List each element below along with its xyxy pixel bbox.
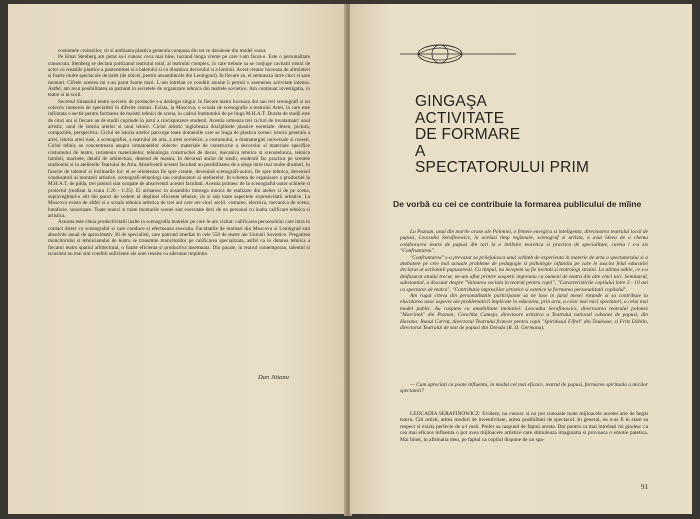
left-paragraph: Aceasta este cheia productivitatii inalte in scenografia teatrelor pe care le-am vizitat: calificarea personalului care intra in contact direct cu scenograful si care conduce si efectueaza executia. Facultatile de montari din Moscova si Leningrad sint absolvite anual de aproximativ 30 de specialisti, care patrund imediat in cele 550 de teatre ale Uniunii Sovietice. Pregatirea muncitorului si tehnicianului de teatru se transmite muncitorilor pe calificarea specializata, astfel ca in dotarea tehnica a fiecarui teatru spatiul arhitectural, o foarte eficienta si productiva insemnata. Din pacate, in teatrul contemporan, talentul si iscusinta nu mai sint conditii suficiente ale unei reusite cu adevarat implinite. — [48, 219, 310, 257]
title-line: ACTIVITATE — [415, 109, 505, 127]
article-subtitle: De vorbă cu cei ce contribuie la formarea publicului de mîine — [393, 199, 642, 209]
intro-paragraph: Am rugat citeva din personalitatile participante sa ne lase in jurul mesei rotunde si sa contribuie la elucidarea unor aspecte ale problematicii implicate in educarea, prin arta, a celor mai mici spectatori, a celui mai model public. Au raspuns cu amabilitate invitatiei: Leocadia Serafinowicz, directoarea teatrului polonez "Marcinek" din Poznan; Conchita Camejo, directoare artistica a Teatrului national cubanez de papusi, din Havana; Raoul Carrat, directorul Teatrului francez pentru copii "Spiridusul Fifrel" din Toulouse, si Fritz Döblin, directorul Teatrului de stat de papusi din Dresda (R. D. Germana). — [400, 293, 648, 332]
title-line: SPECTATORULUI PRIM — [415, 159, 590, 176]
left-paragraph: Secretul rimasului teatru sovietic de productie s-a dezlegat singur. In fiecare teatru lucreaza doi sau trei scenografi si un colectiv numeros de specialisti in diferite ramuri. Exista, la Moscova, o scoala de scenografie a teatrului Artei, la care este infiintata o sectie pentru formarea de maistri tehnici de scena, in cadrul Institutului de pe linga M.H.A.T. Durata de studii este de cinci ani si fiecare an de studii cuprinde in jurul a cincisprezece studenti. Acestia urmeaza trei cicluri de invatamant: unul artistic, unul de istoria artelor si unul tehnic. Ciclul artistic inglobeaza disciplinele plastice esentiale: desen, pictura, compozitie, perspectiva. Ciclul de istoria artelor parcurge toate domeniile care se leaga de plastica scenei: istoria generala a artei, istoria artei ruse, a scenografiei, a teatrului de arta, a artei sovietice, a costumului, a dramaturgiei universale si rusesti. Ciclul tehnic se concentreaza asupra urmatoarelor obiecte: materiale de constructie a decorului si materiale specifice costumului de teatru, rezistenta materialelor, tehnologia constructiei de decor, mecanica tehnica si scenotehnica, tehnica luminii, machete, detalii de arhitectura, desenul de masini. In decursul anilor de studii, studentii fac practica pe scenele studioului si in atelierele Teatrului de Arta. Absolventii acestei facultati au posibilitatea de a alege intre mai multe drumuri, in functie de talentul si inclinarile lor: ei se orienteaza fie spre creatie, devenind scenografi-autori, fie spre tehnica, devenind conducatori ai montarii artistice, scenografi-tehnologi sau conducatori ai atelierelor. In schema de organizare a productiei la M.H.A.T. de pilda, trei posturi sint ocupate de absolventii acestei facultati. Acestia primesc de la scenograful-autor schitele si proiectul (realizat la scara 1:20 - 1:25). Ei urmaresc in ansamblu intreaga munca de realizare din atelier si de pe scena, supraveghind-o atit din punct de vedere al deplinei eficiente tehnice, cit si sub toate aspectele expresivitatii artistice. La Moscova exista de altfel si o scoala tehnica artistica de trei ani care are cinci sectii: costume, electrica, mecanica de scena, butaforie, sonorizare. Toate munci si toate montarile scenei sint executate deci de un personal cu inalta calificare tehnica si artistica. — [48, 98, 310, 219]
answer-paragraph — [400, 411, 648, 443]
answer-text: Evident, nu cunosc si nu pot cunoaste toate mijloacele acestei arte de begat teatru. Citi artisti, atitea moduri de inventivitate, atitea posibilitati de spectacol. In general, eu n-as fi in stare sa respect si exista perfecte de a-l rosti. Prefer sa raspund de faptul acesta. Dar pentru ca mai intrebati mi gindesc ca cea mai eficace influenta o pot avea mijloacele artistice care stimuleaza imaginatia si provoaca o emotie patetica. Mai binei, in afirmatia mea, pe faptul ca copilul dispune de un spa- — [400, 411, 648, 443]
page-number: 91 — [641, 483, 648, 491]
left-article-column — [48, 48, 310, 257]
interview-question — [400, 382, 648, 395]
article-intro — [400, 229, 648, 332]
left-page — [8, 4, 346, 514]
question-text: — Cum apreciati ca poate influenta, in modul cel mai eficace, teatrul de papusi, formarea spirituala a micilor spectatori? — [400, 382, 648, 395]
article-title — [415, 94, 589, 177]
intro-paragraph: La Poznan, unul din marile orase ale Poloniei, o femeie energica si inteligenta, directoarea teatrului local de papusi, Leocadia Serafinowicz, in acelasi timp regizoare, scenograf si artista, a avut ideea de a chema colaborarea teatre de papusi din tari la o intilnire teoretica si practica de specialitate, careia i s-a zis "Confruntarea". — [400, 229, 648, 255]
globe-logo — [400, 44, 516, 64]
interview-answer — [400, 411, 648, 443]
title-line: A — [415, 142, 426, 160]
answer-speaker: LEOCADIA SERAFINOWICZ: — [410, 411, 481, 417]
left-paragraph: Pe Emar Stenberg am putut sa-l cunosc ceva mai bine, lucrand lunga vreme pe care l-am facut-o. Este o personalitate cunoscuta. Stenberg se declara partizanul teatrului total, al teatrului complex, in care trebuie sa se conjuge cavitatii rostul de actor cu creatiile plastice a pantomimei si a baletului si cu dinamica decorului si a luminii. Acest creator lucreaza de altminteri si foarte multe spectacole de balet (de obicei, pentru ansamblurile din Leningrad). In fiecare an, el semneaza intre cinci si sase montari. Cifrele acestea mi s-au parut foarte mari. L-am intrebat ce conditii anume ii permit o asemenea activitate intensa. Astfel, am avut posibilitatea sa patrund in secretele de organizare tehnica din teatrele sovietice. Am continuat investigatia, in teatre si la scoli. — [48, 54, 311, 99]
title-line: GINGAŞA — [415, 93, 488, 110]
intro-paragraph: "Confruntarea" s-a prevazut sa prilejuiasca unui schimb de experienta in materie de arta a spectatorului si a dezbatere pe cele mai actuale probleme de pedagogie si psihologie infantila pe care le suscita felul educatiei declarat al activitatii papusaresti. Cu timpul, nu incepem sa fie invitati si teatrologi straini. La ultima editie, ce s-a desfasurat anului trecut, ne-am aflat printre oaspetii impreuna cu oameni de teatru din alte cinci tari. Seminarul, substantial, a discutat despre "Valoarea sociala in teatrul pentru copii", "Caracteristicile copilului intre 3 - 10 ani ca spectator de teatru", "Contributia impresiilor artistice si estetice la formarea personalitatii copilului". — [400, 254, 648, 293]
author-signature: Dan Jitianu — [258, 374, 289, 381]
left-paragraph: costumele croitorilor, cit si ambianta plastica generala compusa din tot ce daruieste din model vazut. — [58, 48, 267, 54]
title-line: DE FORMARE — [415, 126, 521, 143]
